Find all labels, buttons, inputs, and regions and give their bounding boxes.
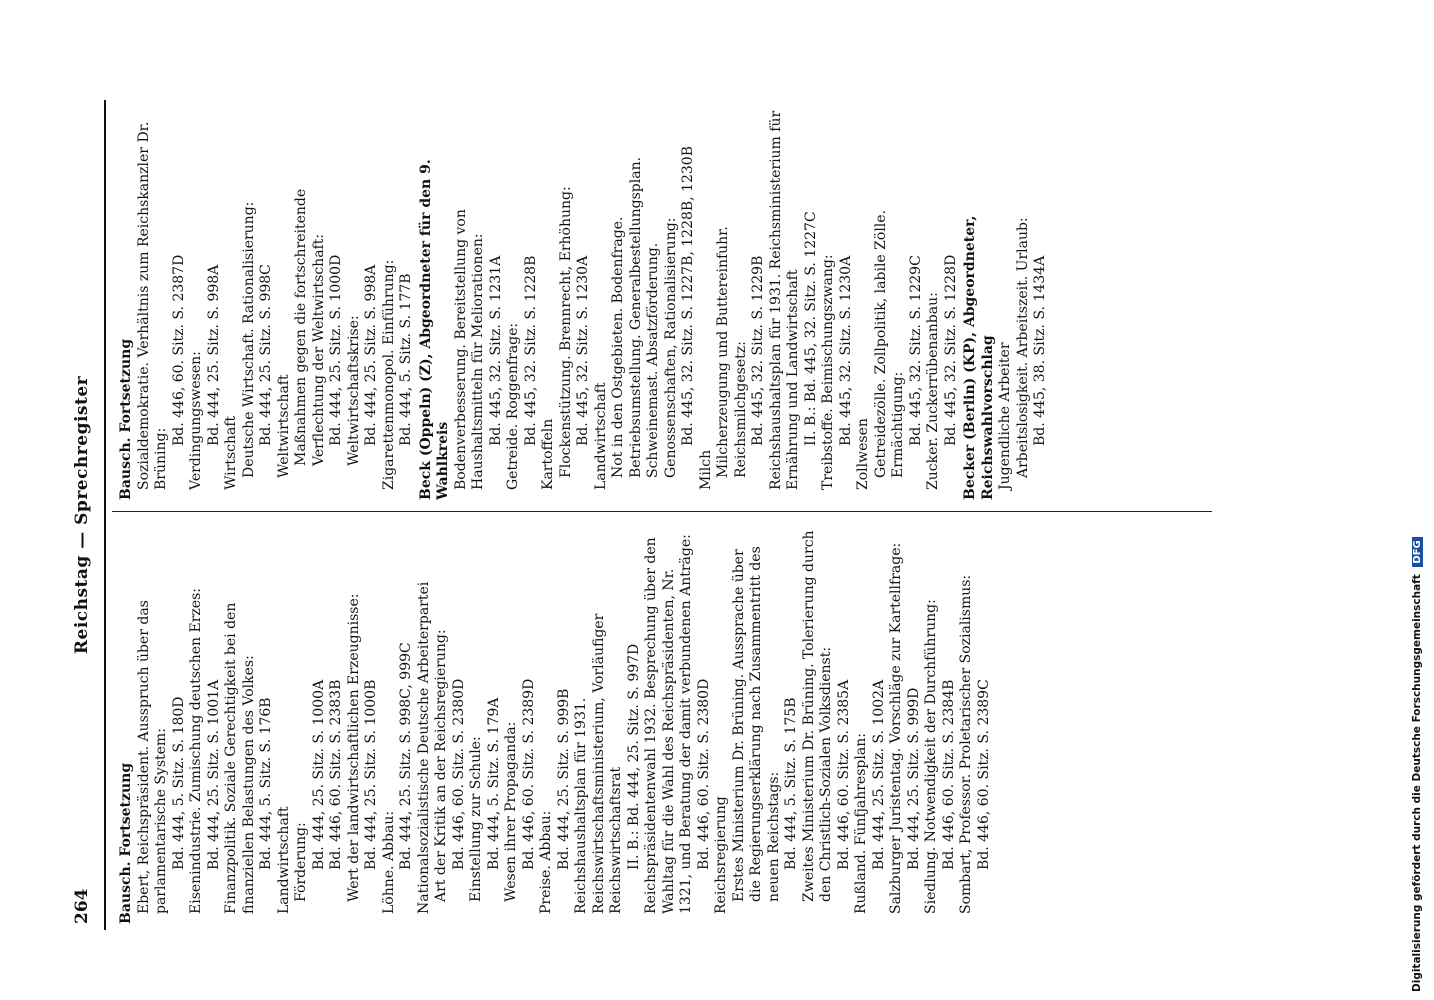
register-entry-sub: Wesen ihrer Propaganda:	[503, 721, 519, 902]
register-entry-ref: Bd. 444, 25. Sitz. S. 1001A	[205, 679, 222, 870]
register-entry-topic: Finanzpolitik. Soziale Gerechtigkeit bei den finanziellen Belastungen des Volkes:	[223, 602, 257, 914]
register-entry-ref: Bd. 444, 25. Sitz. S. 1002A	[870, 679, 887, 870]
register-entry-head: Beck (Oppeln) (Z), Abgeordneter für den 9. Wahlkreis	[417, 159, 451, 500]
register-entry-topic: Siedlung. Notwendigkeit der Durchführung:	[923, 599, 939, 914]
register-entry-ref: II. B.: Bd. 444, 25. Sitz. S. 997D	[625, 643, 642, 870]
register-entry-ref: Bd. 445, 32. Sitz. S. 1231A	[487, 255, 504, 446]
register-entry-subsub: Maßnahmen gegen die fortschreitende Verflechtung der Weltwirtschaft:	[293, 188, 327, 466]
register-entry-ref: Bd. 445, 32. Sitz. S. 1229B	[750, 255, 766, 446]
register-entry-ref: Bd. 444, 25. Sitz. S. 1000D	[328, 254, 344, 446]
header-rule	[104, 100, 106, 930]
register-entry-subsub: Weltwirtschaftskrise:	[345, 315, 362, 466]
register-entry-ref: Bd. 445, 32. Sitz. S. 1228B	[522, 255, 539, 446]
register-entry-ref: II. B.: Bd. 445, 32. Sitz. S. 1227C	[802, 211, 819, 446]
register-entry-ref: Bd. 444, 25. Sitz. S. 1000A	[310, 679, 327, 870]
register-entry-topic: Verdingungswesen:	[188, 351, 204, 490]
register-entry-ref: Bd. 446, 60. Sitz. S. 2385A	[835, 679, 852, 870]
register-entry-topic: Eisenindustrie. Zumischung deutschen Erzes:	[188, 588, 204, 914]
register-entry-sub: Flockenstützung. Brennrecht, Erhöhung:	[557, 186, 574, 478]
register-entry-ref: Bd. 444, 25. Sitz. S. 1000B	[363, 679, 379, 870]
column-divider	[112, 511, 1212, 512]
rotated-register-page	[60, 100, 1260, 930]
register-entry-head: Bausch. Fortsetzung	[118, 338, 134, 500]
register-entry-ref: Bd. 446, 60. Sitz. S. 2383B	[328, 679, 344, 870]
page-header	[70, 100, 100, 930]
register-entry-topic: Reichshaushaltsplan für 1931. Reichswirtschaftsministerium, Vorläufiger Reichswirtschaftsrat	[573, 613, 624, 914]
register-entry-head: Bausch. Fortsetzung	[118, 762, 134, 924]
register-entry-ref: Bd. 446, 60. Sitz. S. 2387D	[170, 254, 187, 446]
register-entry-topic: Jugendliche Arbeiter	[997, 342, 1013, 490]
register-entry-sub: Arbeitslosigkeit. Arbeitszeit. Urlaub:	[1014, 217, 1031, 478]
register-entry-topic: Treibstoffe. Beimischungszwang:	[820, 254, 836, 490]
register-entry-ref: Bd. 446, 60. Sitz. S. 2389D	[520, 678, 537, 870]
register-entry-sub: Zweites Ministerium Dr. Brüning. Tolerierung durch den Christlich-Sozialen Volksdienst:	[800, 530, 834, 902]
register-entry-topic: Milch	[697, 449, 714, 490]
register-entry-ref: Bd. 445, 32. Sitz. S. 1230A	[575, 255, 591, 446]
register-entry-head: Becker (Berlin) (KP), Abgeordneter, Reichswahlvorschlag	[962, 215, 996, 500]
register-entry-topic: Löhne. Abbau:	[380, 810, 397, 914]
register-entry-sub: Art der Kritik an der Reichsregierung:	[433, 629, 449, 902]
right-column	[116, 105, 1050, 500]
register-entry-topic: Reichshaushaltsplan für 1931. Reichsministerium für Ernährung und Landwirtschaft	[767, 110, 801, 490]
register-entry-ref: Bd. 444, 25. Sitz. S. 999D	[905, 687, 922, 870]
register-entry-topic: Getreide. Roggenfrage:	[505, 322, 521, 490]
running-title: Reichstag — Sprechregister	[72, 375, 92, 655]
register-entry-sub: Einstellung zur Schule:	[468, 736, 484, 902]
register-entry-topic: Reichsregierung	[713, 796, 729, 914]
register-entry-topic: Landwirtschaft	[275, 806, 292, 914]
register-entry-topic: Nationalsozialistische Deutsche Arbeiterpartei	[415, 581, 432, 914]
register-entry-topic: Rußland. Fünfjahresplan:	[853, 733, 869, 914]
register-entry-topic: Wirtschaft	[223, 415, 239, 490]
register-entry-sub: Wert der landwirtschaftlichen Erzeugnisse:	[345, 593, 362, 902]
register-entry-ref: Bd. 444, 5. Sitz. S. 175B	[783, 697, 799, 870]
register-entry-ref: Bd. 444, 25. Sitz. S. 998C, 999C	[398, 642, 414, 870]
register-entry-ref: Bd. 446, 60. Sitz. S. 2380D	[450, 678, 467, 870]
register-entry-ref: Bd. 444, 25. Sitz. S. 998A	[363, 264, 379, 446]
register-entry-topic: Zigarettenmonopol. Einführung:	[380, 259, 397, 490]
register-entry-ref: Bd. 445, 32. Sitz. S. 1230A	[837, 255, 854, 446]
register-entry-ref: Bd. 444, 5. Sitz. S. 179A	[485, 697, 502, 870]
register-entry-ref: Bd. 445, 32. Sitz. S. 1227B, 1228B, 1230B	[680, 145, 696, 446]
register-entry-topic: Sombart, Professor. Proletarischer Sozialismus:	[958, 574, 974, 914]
register-entry-ref: Bd. 444, 5. Sitz. S. 180D	[170, 696, 187, 870]
register-entry-ref: Bd. 445, 38. Sitz. S. 1434A	[1032, 255, 1048, 446]
register-entry-sub: Not in den Ostgebieten. Bodenfrage. Betriebsumstellung. Generalbestellungsplan. Schweinemast. Absatzförderung. Genossenschaften, Rationalisierung:	[610, 156, 679, 478]
register-entry-ref: Bd. 444, 25. Sitz. S. 999B	[555, 688, 572, 870]
register-entry-sub: Getreidezölle. Zollpolitik, labile Zölle. Ermächtigung:	[872, 209, 906, 478]
register-entry-topic: Preise. Abbau:	[538, 810, 554, 914]
register-entry-topic: Kartoffeln	[540, 418, 556, 490]
register-entry-ref: Bd. 444, 25. Sitz. S. 998C	[258, 264, 274, 446]
register-entry-ref: Bd. 444, 25. Sitz. S. 998A	[205, 264, 222, 446]
register-entry-topic: Zucker. Zuckerrübenanbau:	[925, 292, 941, 490]
register-entry-sub: Deutsche Wirtschaft. Rationalisierung:	[240, 201, 257, 478]
register-entry-topic: Zollwesen	[855, 418, 871, 490]
register-entry-ref: Bd. 445, 32. Sitz. S. 1229C	[907, 255, 924, 446]
register-entry-topic: Ebert, Reichspräsident. Ausspruch über das parlamentarische System:	[135, 600, 169, 914]
register-entry-ref: Bd. 444, 5. Sitz. S. 177B	[398, 273, 414, 446]
register-entry-ref: Bd. 444, 5. Sitz. S. 176B	[258, 697, 274, 870]
register-entry-topic: Sozialdemokratie. Verhältnis zum Reichskanzler Dr. Brüning:	[135, 121, 169, 490]
register-entry-ref: Bd. 445, 32. Sitz. S. 1228D	[942, 254, 959, 446]
page-number: 264	[72, 888, 92, 924]
register-entry-ref: Bd. 446, 60. Sitz. S. 2389C	[975, 679, 992, 870]
dfg-logo: DFG	[1412, 537, 1423, 566]
register-entry-sub: Milcherzeugung und Buttereinfuhr. Reichsmilchgesetz:	[715, 226, 749, 478]
dfg-credit-text: Digitalisierung gefördert durch die Deutsche Forschungsgemeinschaft	[1411, 574, 1423, 992]
register-entry-topic: Reichspräsidentenwahl 1932. Besprechung über den Wahltag für die Wahl des Reichspräsidenten, Nr. 1321, und Beratung der damit verbundenen Anträge:	[643, 534, 694, 914]
register-entry-topic: Landwirtschaft	[592, 382, 609, 490]
register-entry-ref: Bd. 446, 60. Sitz. S. 2380D	[695, 678, 712, 870]
register-entry-sub: Weltwirtschaft	[275, 374, 292, 478]
register-entry-topic: Bodenverbesserung. Bereitstellung von Haushaltsmitteln für Meliorationen:	[452, 209, 486, 490]
left-column	[116, 529, 993, 924]
register-entry-sub: Förderung:	[293, 822, 309, 902]
register-entry-topic: Salzburger Juristentag. Vorschläge zur Kartellfrage:	[888, 542, 904, 914]
register-entry-ref: Bd. 446, 60. Sitz. S. 2384B	[940, 679, 957, 870]
dfg-sidebar	[1411, 12, 1423, 992]
register-entry-sub: Erstes Ministerium Dr. Brüning. Aussprache über die Regierungserklärung nach Zusammentritt des neuen Reichstags:	[730, 546, 782, 902]
